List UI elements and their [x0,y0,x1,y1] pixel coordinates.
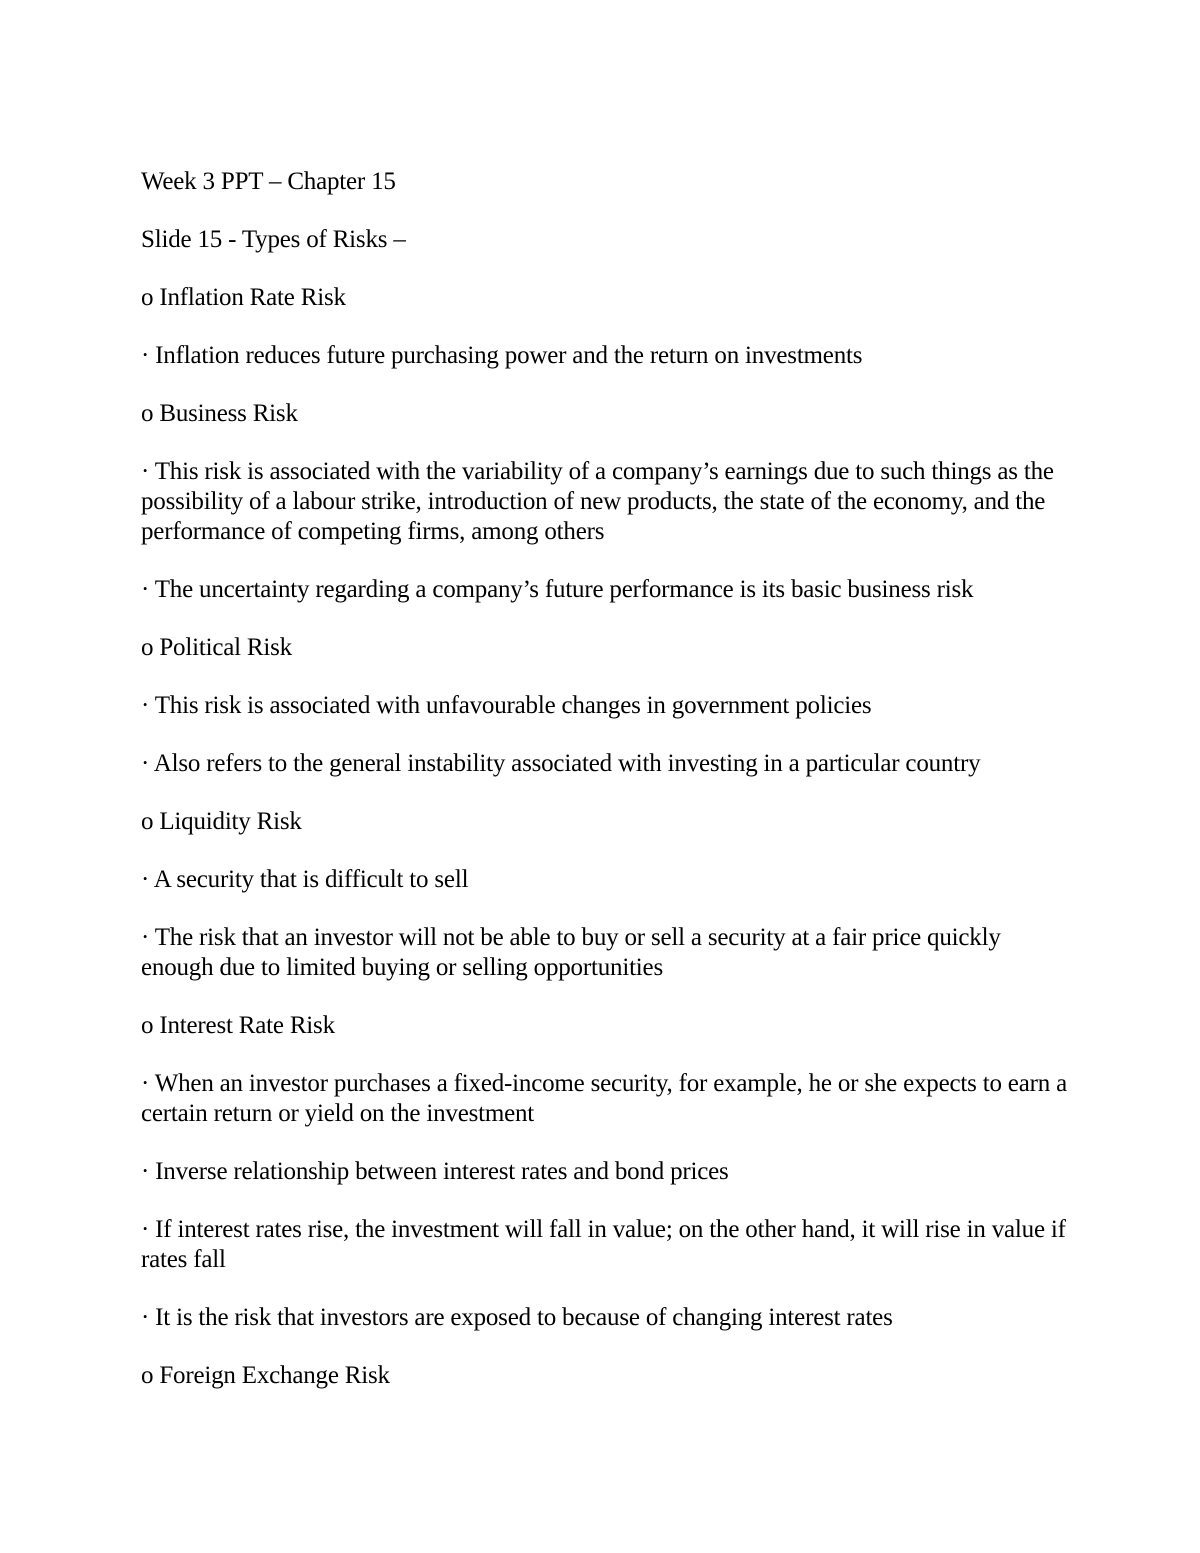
risk-heading-political: o Political Risk [141,634,292,661]
bullet-point: · Inflation reduces future purchasing power and the return on investments [141,342,863,369]
bullet-point: · Inverse relationship between interest rates and bond prices [141,1158,729,1185]
slide-title: Slide 15 - Types of Risks – [141,226,406,253]
document-body [141,167,1071,1419]
risk-heading-foreign-exchange: o Foreign Exchange Risk [141,1362,390,1389]
bullet-point: · The risk that an investor will not be able to buy or sell a security at a fair price quickly enough due to limited buying or selling opportunities [141,924,1001,981]
bullet-point: · The uncertainty regarding a company’s future performance is its basic business risk [141,576,974,603]
bullet-point: · If interest rates rise, the investment will fall in value; on the other hand, it will rise in value if rates fall [141,1216,1066,1273]
risk-heading-business: o Business Risk [141,400,298,427]
bullet-point: · This risk is associated with the variability of a company’s earnings due to such things as the possibility of a labour strike, introduction of new products, the state of the economy, and the performance of competing firms, among others [141,458,1054,545]
risk-heading-liquidity: o Liquidity Risk [141,808,302,835]
bullet-point: · This risk is associated with unfavourable changes in government policies [141,692,872,719]
bullet-point: · Also refers to the general instability associated with investing in a particular country [141,750,981,777]
risk-heading-inflation: o Inflation Rate Risk [141,284,346,311]
risk-heading-interest-rate: o Interest Rate Risk [141,1012,335,1039]
bullet-point: · It is the risk that investors are exposed to because of changing interest rates [141,1304,893,1331]
bullet-point: · When an investor purchases a fixed-income security, for example, he or she expects to earn a certain return or yield on the investment [141,1070,1067,1127]
document-heading: Week 3 PPT – Chapter 15 [141,168,396,195]
bullet-point: · A security that is difficult to sell [141,866,469,893]
